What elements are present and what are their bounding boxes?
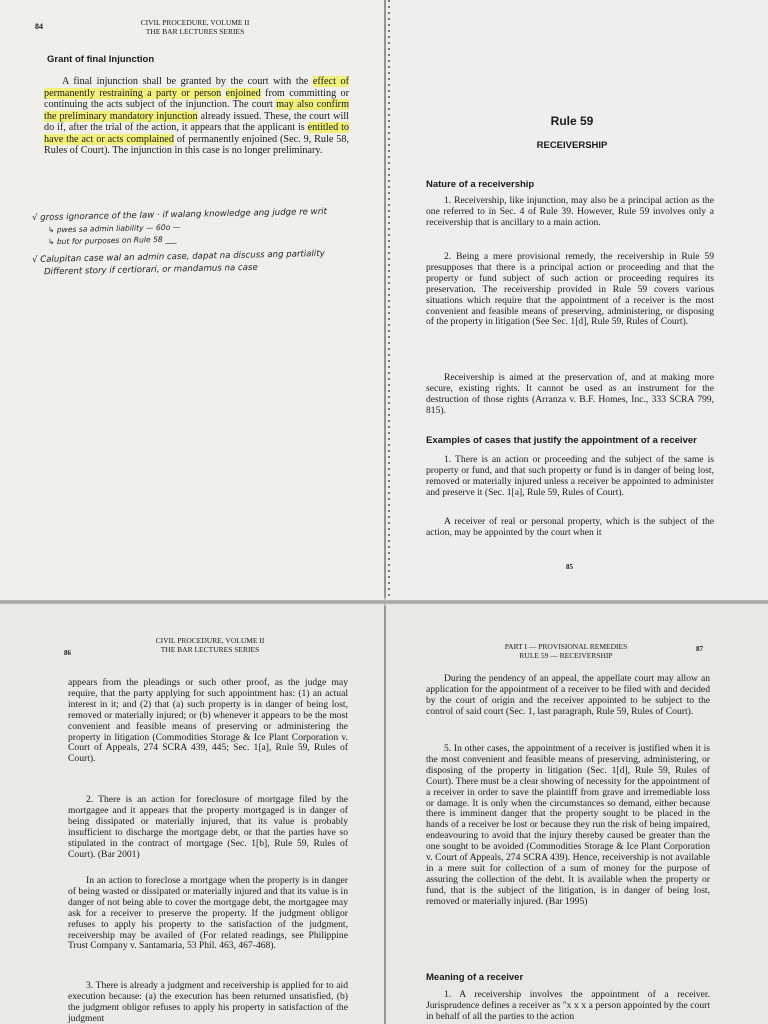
page-86	[0, 604, 384, 1024]
paragraph: 1. Receivership, like injunction, may also be a principal action as the one referred to in Sec. 4 of Rule 39. However, Rule 59 involves only a receivership that is ancillary to a main action.	[426, 195, 714, 228]
paragraph: During the pendency of an appeal, the appellate court may allow an application for the appointment of a receiver to be filed with and decided by the court of origin and the receiver appointed to be subject to the control of said court (Sec. 1, last paragraph, Rule 59, Rules of Court).	[426, 673, 710, 717]
section-heading: Nature of a receivership	[426, 179, 535, 190]
paragraph: 3. There is already a judgment and receivership is applied for to aid execution because: (a) the execution has been returned unsatisfied, (b) the judgment obligor refuses to apply his property in satisfaction of the judgment	[68, 980, 348, 1024]
highlight: effect of permanently restraining a party or person	[44, 76, 349, 99]
paragraph-text: A final injunction shall be granted by the court with the effect of permanently restraining a party or person enjoined from committing or continuing the acts subject of the injunction. The court may also confirm the preliminary mandatory injunction already issued. These, the court will do if, after the trial of the action, it appears that the applicant is entitled to have the act or acts complained of permanently enjoined (Sec. 9, Rule 58, Rules of Court). The injunction in this case is no longer preliminary.	[44, 76, 349, 156]
running-header	[130, 636, 290, 654]
paragraph	[44, 76, 349, 157]
page-number: 86	[64, 649, 71, 657]
page-87	[386, 604, 768, 1024]
running-header	[486, 642, 646, 660]
paragraph: In an action to foreclose a mortgage when the property is in danger of being wasted or dissipated or materially injured and that its value is in danger of not being able to cover the mortgage debt, the mortgagee may ask for a receiver to preserve the property. If the judgment obligor refuses to apply his property to the satisfaction of the judgment, receivership may be availed of (For related readings, see Philippine Trust Company v. Santamaria, 53 Phil. 463, 467-468).	[68, 875, 348, 952]
header-line-1: CIVIL PROCEDURE, VOLUME II	[155, 636, 265, 645]
handwritten-note: √ gross ignorance of the law · if walang knowledge ang judge re writ	[31, 206, 328, 224]
header-line-2: RULE 59 — RECEIVERSHIP	[519, 651, 613, 660]
page-number: 87	[696, 645, 703, 653]
paragraph: Receivership is aimed at the preservation of, and at making more secure, existing rights. It cannot be used as an instrument for the destruction of those rights (Arranza v. B.F. Homes, Inc., 333 SCRA 799, 815).	[426, 372, 714, 416]
page-85	[386, 0, 768, 600]
handwritten-note: √ Calupitan case wal an admin case, dapat na discuss ang partiality	[31, 248, 325, 266]
paragraph: 1. There is an action or proceeding and the subject of the same is property or fund, and that such property or fund is in danger of being lost, removed or materially injured unless a receiver be appointed to administer and preserve it (Sec. 1[a], Rule 59, Rules of Court).	[426, 454, 714, 498]
paragraph: appears from the pleadings or such other proof, as the judge may require, that the party applying for such appointment has: (1) an actual interest in it; and (2) that (a) such property is in danger of being lost, removed or materially injured; or (b) whenever it appears to be the most convenient and feasible means of preserving or administering the property in litigation (Commodities Storage & Ice Plant Corporation v. Court of Appeals, 274 SCRA 439, 445; Sec. 1[a], Rule 59, Rules of Court).	[68, 677, 348, 765]
section-heading: Examples of cases that justify the appointment of a receiver	[426, 435, 697, 446]
page-number: 84	[35, 22, 43, 31]
section-heading: Grant of final Injunction	[47, 54, 155, 65]
handwritten-note: Different story if certiorari, or mandamus na case	[43, 262, 258, 278]
page-number: 85	[566, 563, 573, 571]
paragraph: 2. There is an action for foreclosure of mortgage filed by the mortgagee and it appears that the property mortgaged is in danger of being dissipated or materially injured, that its value is probably insufficient to discharge the mortgage debt, or that the parties have so stipulated in the contract of mortgage (Sec. 1[b], Rule 59, Rules of Court). (Bar 2001)	[68, 794, 348, 860]
rule-number: Rule 59	[550, 114, 594, 128]
header-line-2: THE BAR LECTURES SERIES	[145, 27, 245, 36]
page-84	[0, 0, 384, 600]
handwritten-note: ↳ but for purposes on Rule 58 ___	[47, 234, 177, 247]
highlight: may also confirm the preliminary mandatory injunction	[44, 99, 349, 122]
section-heading: Meaning of a receiver	[426, 972, 524, 983]
header-line-1: CIVIL PROCEDURE, VOLUME II	[140, 18, 250, 27]
paragraph: 2. Being a mere provisional remedy, the receivership in Rule 59 presupposes that there is a principal action or proceeding and that the property or fund subject of such action or proceeding requires its preservation. The receivership provided in Rule 59 covers various situations which require that the appointment of a receiver is the most convenient and feasible means of preserving, administering, or disposing of the property in litigation (See Sec. 1[d], Rule 59, Rules of Court).	[426, 251, 714, 328]
binding-edge	[388, 0, 390, 600]
highlight: enjoined	[225, 87, 261, 99]
header-line-1: PART I — PROVISIONAL REMEDIES	[504, 642, 628, 651]
paragraph: A receiver of real or personal property, which is the subject of the action, may be appointed by the court when it	[426, 516, 714, 538]
handwritten-note: ↳ pwes sa admin liability — 60o —	[47, 222, 181, 235]
running-header	[110, 18, 280, 36]
highlight: entitled to have the act or acts complained	[44, 122, 349, 145]
paragraph: 5. In other cases, the appointment of a receiver is justified when it is the most convenient and feasible means of preserving, administering, or disposing of the property in litigation (Sec. 1[d], Rule 59, Rules of Court). There must be a clear showing of necessity for the appointment of a receiver in order to save the plaintiff from grave and irremediable loss or damage. It is only when the circumstances so demand, either because there is imminent danger that the property sought to be placed in the hands of a receiver be lost or because they run the risk of being impaired, endeavouring to avoid that the injury thereby caused be greater than the one sought to be avoided (Commodities Storage & Ice Plant Corporation v. Court of Appeals, 274 SCRA 439). Hence, receivership is not available in a mere suit for collection of a sum of money for the purpose of assuring the collection of the debt. It is available when the property or fund, that is the subject of the litigation, is in danger of being lost, removed or materially injured. (Bar 1995)	[426, 743, 710, 907]
rule-name: RECEIVERSHIP	[536, 140, 608, 151]
paragraph: 1. A receivership involves the appointment of a receiver. Jurisprudence defines a receiver as "x x x a person appointed by the court in behalf of all the parties to the action	[426, 989, 710, 1022]
header-line-2: THE BAR LECTURES SERIES	[160, 645, 260, 654]
